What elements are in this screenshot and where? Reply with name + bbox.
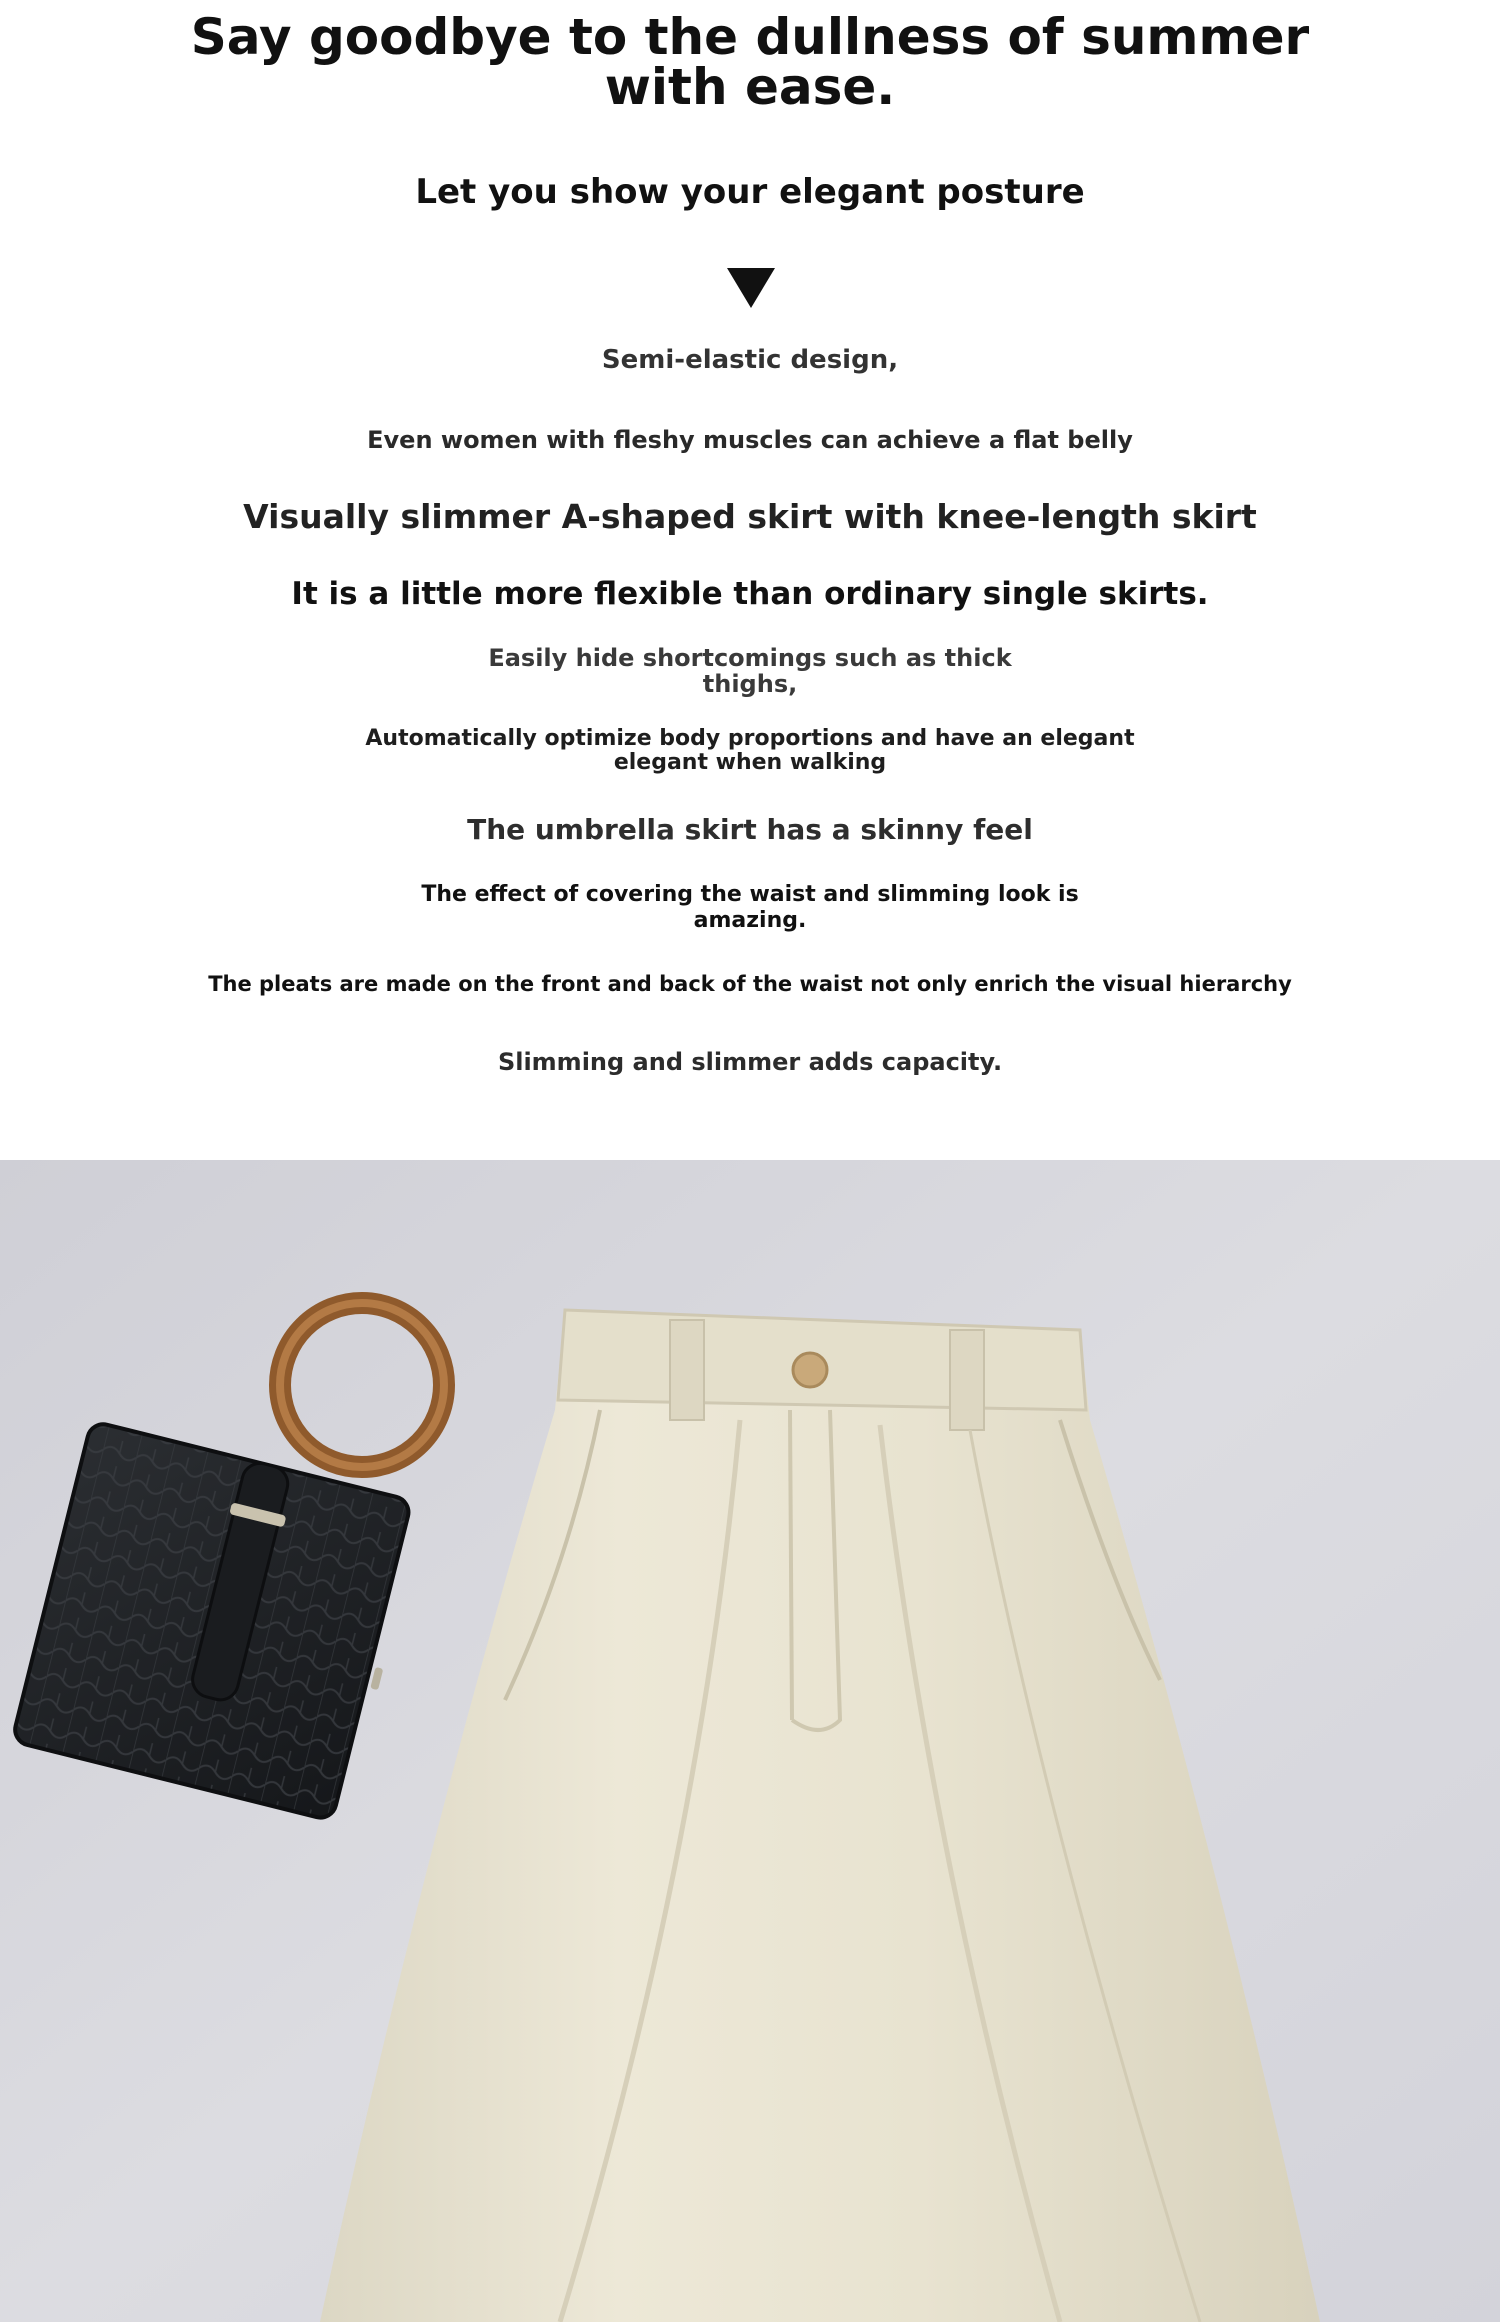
feature-text: The umbrella skirt has a skinny feel xyxy=(467,813,1033,846)
feature-text: Visually slimmer A-shaped skirt with knee-length skirt xyxy=(243,497,1257,536)
description-section xyxy=(0,0,1500,1160)
feature-text: Automatically optimize body proportions and have an elegant elegant when walking xyxy=(365,726,1135,775)
feature-text: The pleats are made on the front and back of the waist not only enrich the visual hierarchy xyxy=(208,972,1292,996)
feature-text: It is a little more flexible than ordinary single skirts. xyxy=(291,576,1209,612)
subheadline: Let you show your elegant posture xyxy=(415,172,1085,212)
feature-text: Easily hide shortcomings such as thick thighs, xyxy=(488,644,1012,698)
headline: Say goodbye to the dullness of summer with ease. xyxy=(190,8,1310,116)
product-photo xyxy=(0,1160,1500,2322)
feature-text: Even women with fleshy muscles can achieve a flat belly xyxy=(367,426,1133,454)
down-triangle-icon xyxy=(727,268,775,308)
feature-text: Semi-elastic design, xyxy=(601,345,899,375)
feature-text: The effect of covering the waist and slimming look is amazing. xyxy=(421,882,1079,933)
product-illustration xyxy=(0,1160,1500,2322)
feature-text: Slimming and slimmer adds capacity. xyxy=(497,1048,1003,1076)
